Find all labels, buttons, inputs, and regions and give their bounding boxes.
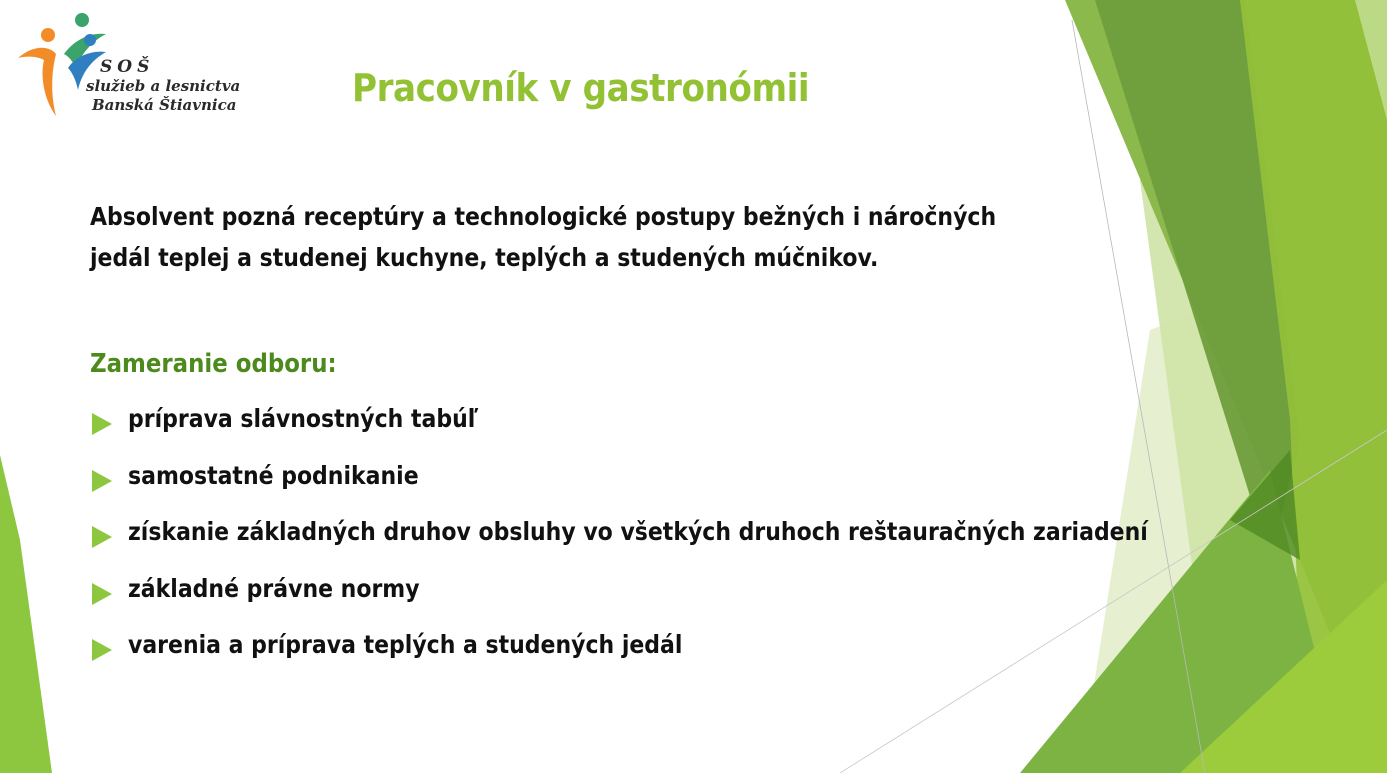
logo-text: [86, 58, 240, 115]
intro-paragraph: Absolvent pozná receptúry a technologické postupy bežných i náročných jedál teplej a studenej kuchyne, teplých a studených múčnikov.: [90, 202, 997, 272]
section-heading: Zameranie odboru:: [90, 349, 337, 379]
logo-line-2: služieb a lesnictva: [86, 77, 241, 95]
triangle-bullet-icon: [92, 526, 112, 548]
triangle-bullet-icon: [92, 413, 112, 435]
bullet-text: príprava slávnostných tabúľ: [128, 404, 479, 433]
facet-left-green: [0, 455, 52, 773]
logo-line-1: SOŠ: [100, 57, 155, 77]
triangle-bullet-icon: [92, 470, 112, 492]
bullet-text: samostatné podnikanie: [128, 460, 419, 490]
triangle-bullet-icon: [92, 583, 112, 605]
logo-line-3: Banská Štiavnica: [92, 96, 237, 114]
bullet-text: základné právne normy: [128, 573, 420, 603]
bullet-text: varenia a príprava teplých a studených jedál: [128, 630, 683, 659]
slide-title: Pracovník v gastronómii: [352, 66, 810, 110]
triangle-bullet-icon: [92, 639, 112, 661]
bullet-text: získanie základných druhov obsluhy vo všetkých druhoch reštauračných zariadení: [128, 517, 1148, 546]
school-logo: [16, 10, 256, 125]
